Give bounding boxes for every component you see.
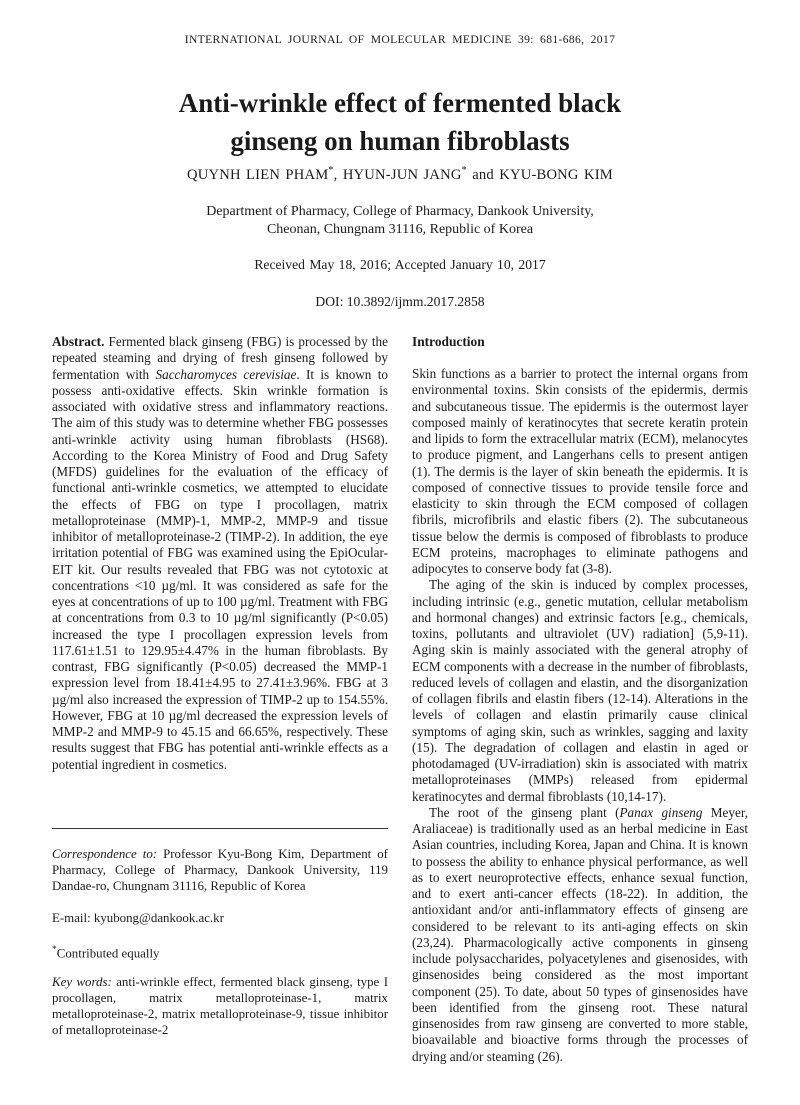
abstract-paragraph: Abstract. Fermented black ginseng (FBG) is processed by the repeated steaming and drying of fresh ginseng followed by fermentation with Saccharomyces cerevisiae. It is known to possess anti-oxidative effects. Skin wrinkle formation is associated with oxidative stress and inflammatory reactions. The aim of this study was to determine whether FBG possesses anti-wrinkle activity using human fibroblasts (HS68). According to the Korea Ministry of Food and Drug Safety (MFDS) guidelines for the evaluation of the efficacy of functional anti-wrinkle cosmetics, we attempted to elucidate the effects of FBG on type I procollagen, matrix metalloproteinase (MMP)-1, MMP-2, MMP-9 and tissue inhibitor of metalloproteinase-2 (TIMP-2). In addition, the eye irritation potential of FBG was examined using the EpiOcular-EIT kit. Our results revealed that FBG was not cytotoxic at concentrations <10 µg/ml. It was considered as safe for the eyes at concentrations of up to 100 µg/ml. Treatment with FBG at concentrations from 0.3 to 10 µg/ml significantly (P<0.05) increased the type I procollagen expression levels from 117.61±1.51 to 129.95±4.47% in the human fibroblasts. By contrast, FBG significantly (P<0.05) decreased the MMP-1 expression level from 18.41±4.95 to 27.41±3.96%. FBG at 3 µg/ml also increased the expression of TIMP-2 up to 154.55%. However, FBG at 10 µg/ml decreased the expression levels of MMP-2 and MMP-9 to 45.15 and 66.65%, respectively. These results suggest that FBG has potential anti-wrinkle effects as a potential ingredient in cosmetics.	[52, 334, 388, 772]
paper-title-line1: Anti-wrinkle effect of fermented black	[178, 88, 622, 118]
authors-line: QUYNH LIEN PHAM*, HYUN-JUN JANG* and KYU-BONG KIM	[187, 165, 613, 183]
affiliation	[0, 203, 800, 238]
introduction-heading: Introduction	[412, 334, 485, 349]
two-column-body	[52, 328, 748, 1073]
paper-title-line2: ginseng on human fibroblasts	[230, 126, 570, 156]
correspondence-note: Correspondence to: Professor Kyu-Bong Kim, Department of Pharmacy, College of Pharmacy, Dankook University, 119 Dandae-ro, Chungnam 31116, Republic of Korea	[52, 847, 388, 893]
affiliation-line1: Department of Pharmacy, College of Pharmacy, Dankook University,	[206, 204, 594, 219]
left-column	[52, 328, 388, 1073]
introduction-paragraph-2: The aging of the skin is induced by complex processes, including intrinsic (e.g., genetic mutation, cellular metabolism and hormonal changes) and extrinsic factors [e.g., chemicals, toxins, pollutants and ultraviolet (UV) radiation] (5,9-11). Aging skin is mainly associated with the general atrophy of ECM components with a decrease in the number of fibroblasts, reduced levels of collagen and elastin, and the disorganization of collagen fibrils and elastin fibers (12-14). Alterations in the levels of collagen and elastin primarily cause clinical symptoms of aging skin, such as wrinkles, sagging and laxity (15). The degradation of collagen and elastin in aged or photodamaged (UV-irradiation) skin is associated with matrix metalloproteinases (MMPs) released from epidermal keratinocytes and dermal fibroblasts (10,14-17).	[412, 577, 748, 804]
email-line: E-mail: kyubong@dankook.ac.kr	[52, 911, 224, 925]
contributed-equally-note: *Contributed equally	[52, 945, 160, 961]
keywords-note: Key words: anti-wrinkle effect, fermented black ginseng, type I procollagen, matrix metalloproteinase-1, matrix metalloproteinase-2, matrix metalloproteinase-9, tissue inhibitor of metalloproteinase-2	[52, 975, 388, 1037]
doi-line: DOI: 10.3892/ijmm.2017.2858	[315, 294, 485, 309]
received-accepted-line: Received May 18, 2016; Accepted January 10, 2017	[254, 257, 546, 272]
right-column	[412, 328, 748, 1073]
paper-title	[0, 84, 800, 160]
journal-header: INTERNATIONAL JOURNAL OF MOLECULAR MEDICINE 39: 681-686, 2017	[184, 33, 616, 46]
introduction-paragraph-1: Skin functions as a barrier to protect the internal organs from environmental toxins. Skin consists of the epidermis, dermis and subcutaneous tissue. The epidermis is the outermost layer composed mainly of keratinocytes that secrete keratin protein and lipids to form the extracellular matrix (ECM), melanocytes to produce pigment, and Langerhans cells to present antigen (1). The dermis is the layer of skin beneath the epidermis. It is composed of connective tissues to provide tensile force and elasticity to skin through the ECM composed of collagen fibrils, microfibrils and elastic fibers (2). The subcutaneous tissue below the dermis is composed of fibroblasts to produce ECM proteins, macrophages to eliminate pathogens and adipocytes to conserve body fat (3-8).	[412, 366, 748, 576]
introduction-paragraph-3: The root of the ginseng plant (Panax ginseng Meyer, Araliaceae) is traditionally used as an herbal medicine in East Asian countries, including Korea, Japan and China. It is known to possess the ability to enhance physical performance, as well as to exert neuroprotective effects, enhance sexual function, and to exert anti-cancer effects (18-22). In addition, the antioxidant and/or anti-inflammatory effects of ginseng are considered to be relevant to its anti-aging effects on skin (23,24). Pharmacologically active components in ginseng include polysaccharides, polyacetylenes and gisenosides, with ginsenosides being considered as the most important component (25). To date, about 50 types of ginsenosides have been identified from the ginseng root. These natural ginsenosides from raw ginseng are converted to more stable, bioavailable and bioactive forms through the processes of drying and/or steaming (26).	[412, 804, 748, 1064]
affiliation-line2: Cheonan, Chungnam 31116, Republic of Korea	[266, 221, 534, 237]
footnote-divider	[52, 828, 388, 829]
